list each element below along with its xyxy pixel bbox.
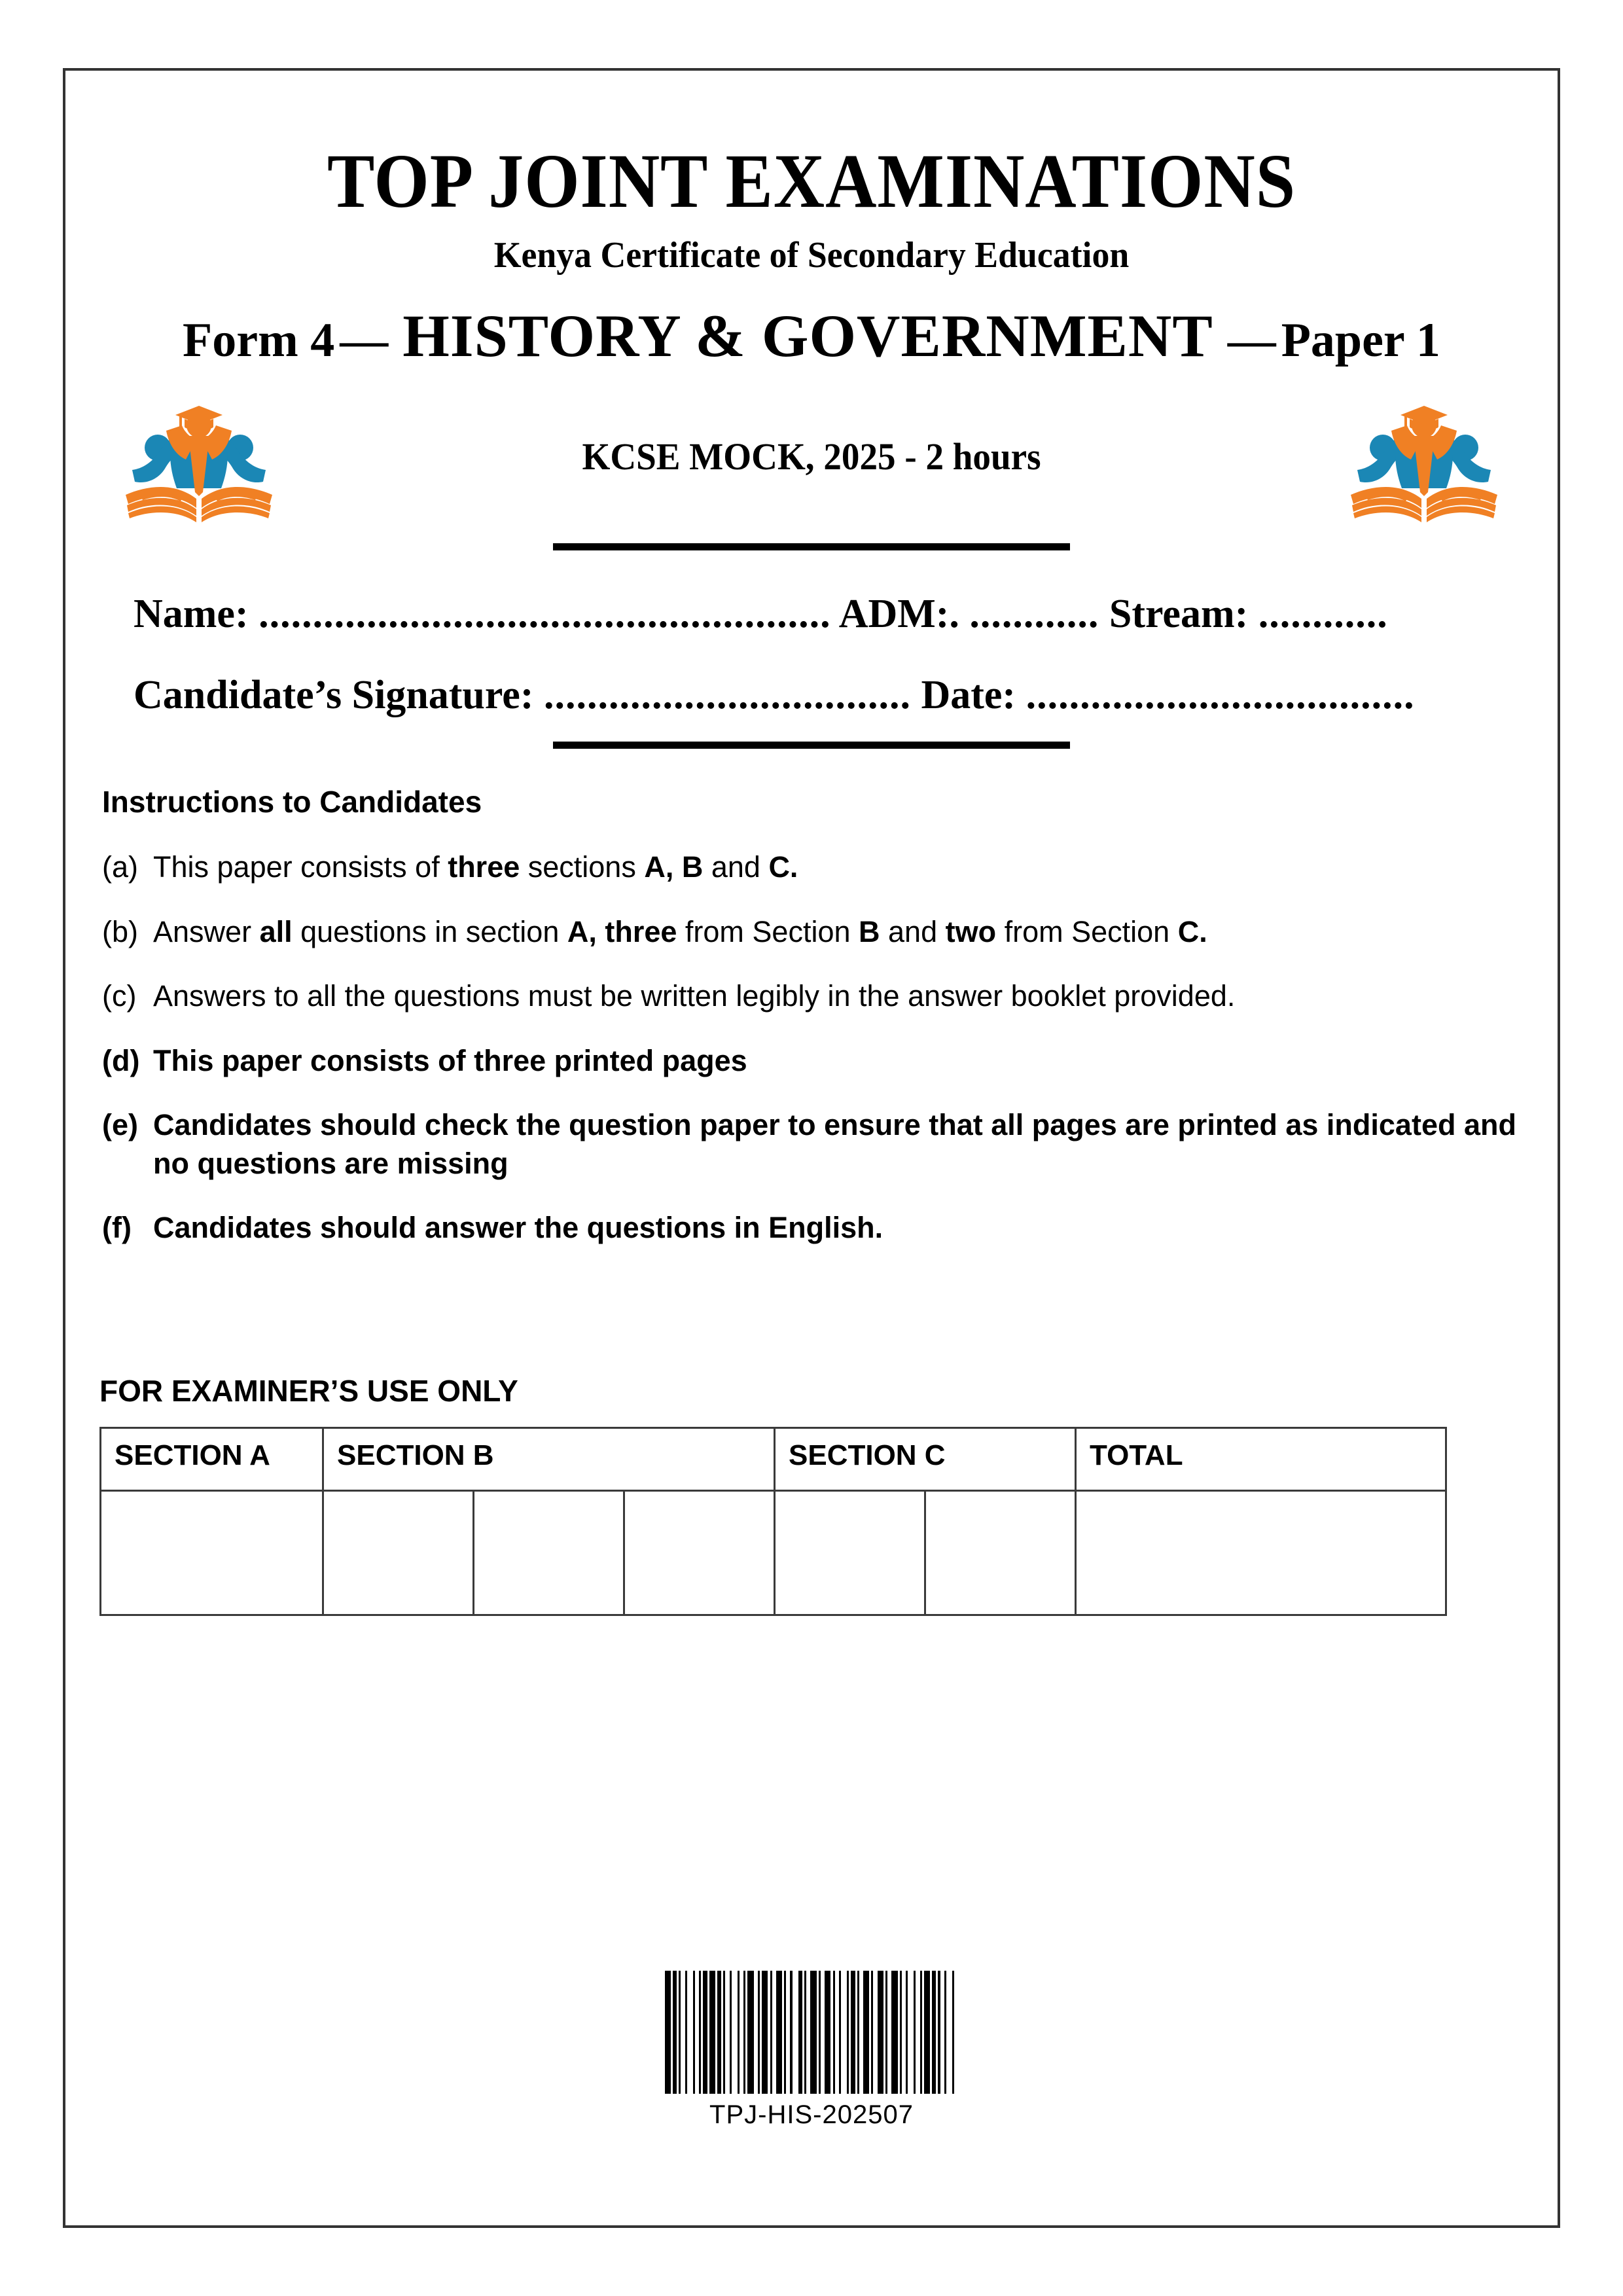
- table-cell-mark[interactable]: [624, 1490, 775, 1615]
- adm-input[interactable]: ............: [969, 592, 1099, 636]
- table-cell-mark[interactable]: [101, 1490, 323, 1615]
- table-cell-mark[interactable]: [323, 1490, 474, 1615]
- barcode-image: [665, 1971, 959, 2094]
- instructions-heading: Instructions to Candidates: [102, 785, 482, 819]
- paper-number-label: Paper 1: [1281, 314, 1440, 367]
- signature-date-row: [134, 675, 1489, 715]
- dash-left: —: [340, 314, 389, 367]
- stream-input[interactable]: ............: [1258, 592, 1388, 636]
- instruction-marker: (f): [102, 1211, 132, 1244]
- school-logo-right: [1346, 397, 1503, 528]
- examiner-marks-table: [99, 1427, 1447, 1616]
- paper-subject: HISTORY & GOVERNMENT: [402, 302, 1213, 369]
- instruction-text: Candidates should answer the questions in English.: [153, 1211, 883, 1244]
- date-input[interactable]: ....................................: [1026, 673, 1415, 717]
- instruction-marker: (e): [102, 1108, 138, 1141]
- instruction-item: [102, 977, 1521, 1016]
- table-cell-mark[interactable]: [474, 1490, 624, 1615]
- instructions-list: [102, 848, 1521, 1247]
- instruction-marker: (c): [102, 979, 137, 1013]
- candidate-fields: [99, 594, 1524, 715]
- table-cell-mark[interactable]: [775, 1490, 925, 1615]
- instructions-block: [99, 784, 1524, 1247]
- stream-label: Stream:: [1109, 592, 1249, 636]
- signature-label: Candidate’s Signature:: [134, 673, 534, 717]
- table-header-cell: TOTAL: [1076, 1427, 1446, 1490]
- instruction-marker: (a): [102, 850, 138, 884]
- instruction-marker: (b): [102, 914, 138, 948]
- instruction-item: [102, 1042, 1521, 1081]
- instruction-text: Answer all questions in section A, three from Section B and two from Section C.: [153, 914, 1207, 948]
- session-label: KCSE MOCK, 2025 - 2 hours: [582, 435, 1041, 478]
- table-header-row: [101, 1427, 1446, 1490]
- instruction-text: Candidates should check the question paper to ensure that all pages are printed as indicated and no questions are missing: [153, 1108, 1516, 1180]
- instruction-item: [102, 1106, 1521, 1183]
- table-header-cell: SECTION C: [775, 1427, 1076, 1490]
- date-label: Date:: [921, 673, 1016, 717]
- barcode-block: [65, 1962, 1558, 2130]
- adm-label: ADM:.: [838, 592, 959, 636]
- header-divider-bottom: [553, 742, 1070, 749]
- header-divider-top: [553, 543, 1070, 550]
- masthead: [99, 138, 1524, 370]
- exam-page-sheet: [63, 68, 1560, 2228]
- table-row: [101, 1490, 1446, 1615]
- dash-right: —: [1227, 314, 1276, 367]
- instruction-item: [102, 1209, 1521, 1247]
- logo-and-session-row: [99, 387, 1524, 538]
- instruction-text: Answers to all the questions must be written legibly in the answer booklet provided.: [153, 979, 1236, 1013]
- examiner-section-heading: FOR EXAMINER’S USE ONLY: [99, 1373, 518, 1408]
- name-input[interactable]: .....................................................: [259, 592, 831, 636]
- instruction-text: This paper consists of three printed pages: [153, 1043, 747, 1077]
- instruction-item: [102, 913, 1521, 952]
- name-adm-stream-row: [134, 594, 1489, 634]
- table-cell-mark[interactable]: [925, 1490, 1076, 1615]
- instruction-item: [102, 848, 1521, 887]
- exam-subtitle: Kenya Certificate of Secondary Education: [493, 235, 1130, 276]
- exam-title: TOP JOINT EXAMINATIONS: [327, 138, 1296, 224]
- table-cell-mark[interactable]: [1076, 1490, 1446, 1615]
- table-header-cell: SECTION A: [101, 1427, 323, 1490]
- name-label: Name:: [134, 592, 249, 636]
- instruction-text: This paper consists of three sections A, B and C.: [153, 850, 798, 884]
- subject-line: [99, 301, 1524, 370]
- signature-input[interactable]: ..................................: [543, 673, 911, 717]
- instruction-marker: (d): [102, 1043, 140, 1077]
- form-label: Form 4: [183, 314, 335, 367]
- barcode-label: TPJ-HIS-202507: [709, 2100, 914, 2129]
- table-header-cell: SECTION B: [323, 1427, 775, 1490]
